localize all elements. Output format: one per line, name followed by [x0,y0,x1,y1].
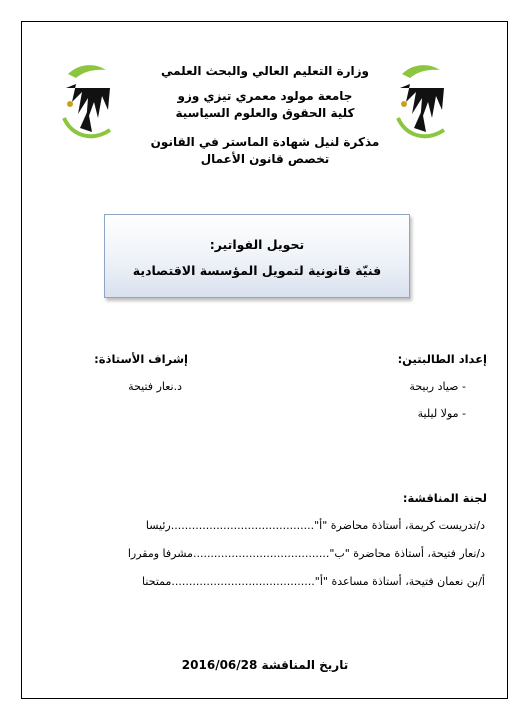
faculty-name: كلية الحقوق والعلوم السياسية [175,106,355,120]
ministry-name: وزارة التعليم العالي والبحث العلمي [160,64,370,78]
university-name: جامعة مولود معمري تيزي وزو [177,89,353,103]
thesis-title-box [104,214,410,298]
students-heading: إعداد الطالبتين: [397,352,487,366]
supervisor-heading: إشراف الأستاذة: [94,352,188,366]
committee-member [142,575,485,588]
thesis-title-line1: تحويل الفواتير: [209,237,305,252]
supervisor-name: د.نعار فتيحة [128,380,182,393]
committee-member [146,519,485,532]
committee-member [128,547,485,560]
student-name: - مولا ليلية [417,407,466,420]
member-dots: ....................................... [192,547,330,560]
member-role: مشرفا ومقررا [127,547,193,560]
degree-line: مذكرة لنيل شهادة الماستر في القانون [150,135,380,149]
specialty-line: تخصص قانون الأعمال [200,152,330,166]
member-role: رئيسا [145,519,171,532]
member-name: د/تدريست كريمة، أستاذة محاضرة "أ" [314,519,485,532]
committee-heading: لجنة المناقشة: [402,491,487,505]
member-name: د/نعار فتيحة، أستاذة محاضرة "ب" [329,547,485,560]
defense-date: تاريخ المناقشة 2016/06/28 [181,658,349,672]
member-dots: ......................................... [171,575,315,588]
member-name: أ/بن نعمان فتيحة، أستاذة مساعدة "أ" [314,575,485,588]
member-dots: ......................................... [170,519,315,532]
student-name: - صياد ربيحة [409,380,466,393]
thesis-title-line2: فنيّة قانونية لتمويل المؤسسة الاقتصادية [132,263,382,278]
member-role: ممتحنا [142,575,172,588]
